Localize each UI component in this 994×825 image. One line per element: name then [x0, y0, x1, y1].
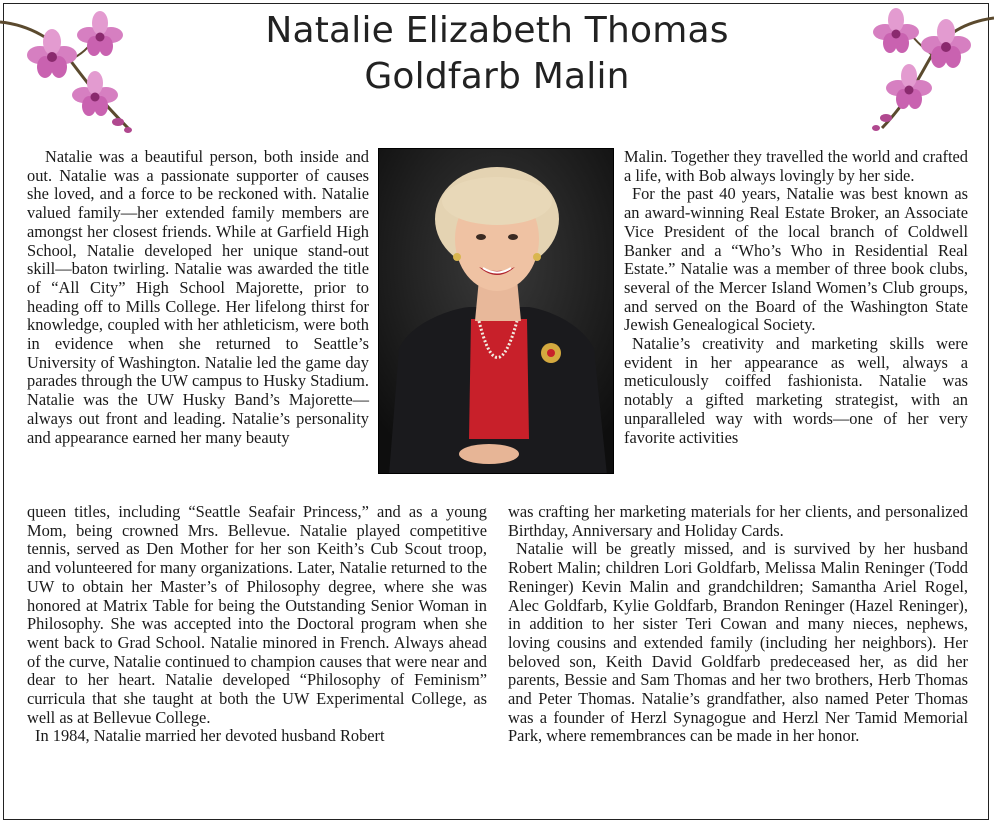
title-line-2: Goldfarb Malin — [364, 56, 630, 97]
paragraph: Natalie was a beautiful person, both inside and out. Natalie was a passionate supporter of causes she loved, and a force to be reckoned with. Natalie valued family—her extended family members are amongst her closest friends. While at Garfield High School, Natalie developed her unique stand-out skill—baton twirling. Natalie was awarded the title of “All City” High School Majorette, prior to heading off to Mills College. Her lifelong thirst for knowledge, coupled with her athleticism, were both in evidence when she returned to Seattle’s University of Washington. Natalie led the game day parades through the UW campus to Husky Stadium. Natalie was the UW Husky Band’s Majorette—always out front and leading. Natalie’s personality and appearance earned her many beauty — [27, 147, 369, 447]
paragraph: For the past 40 years, Natalie was best known as an award-winning Real Estate Broker, an Associate Vice President of the local branch of Coldwell Banker and a “Who’s Who in Residential Real Estate.” Natalie was a member of three book clubs, several of the Mercer Island Women’s Club groups, and served on the Board of the Washington State Jewish Genealogical Society. — [624, 184, 968, 335]
paragraph: Natalie’s creativity and marketing skills were evident in her appearance as well, always a meticulously coiffed fashionista. Natalie was notably a gifted marketing strategist, with an unparalleled way with words—one of her very favorite activities — [624, 334, 968, 447]
text-column-left-top — [27, 148, 369, 447]
paragraph: Malin. Together they travelled the world and crafted a life, with Bob always lovingly by her side. — [624, 147, 968, 185]
paragraph: Natalie will be greatly missed, and is survived by her husband Robert Malin; children Lori Goldfarb, Melissa Malin Reninger (Todd Reninger) Kevin Malin and grandchildren; Samantha Ariel Rogel, Alec Goldfarb, Kylie Goldfarb, Brandon Reninger (Hazel Reninger), in addition to her sister Teri Cowan and many nieces, nephews, loving cousins and extended family (including her neighbors). Her beloved son, Keith David Goldfarb predeceased her, as did her parents, Bessie and Sam Thomas and her two brothers, Herb Thomas and Peter Thomas. Natalie’s grandfather, also named Peter Thomas was a founder of Herzl Synagogue and Herzl Ner Tamid Memorial Park, where remembrances can be made in her honor. — [508, 539, 968, 746]
portrait-illustration — [379, 149, 614, 474]
text-column-right-top — [624, 148, 968, 447]
paragraph: queen titles, including “Seattle Seafair Princess,” and as a young Mom, being crowned Mrs. Bellevue. Natalie played competitive tennis, served as Den Mother for her son Keith’s Cub Scout troop, and volunteered for many organizations. Later, Natalie returned to the UW to obtain her Master’s of Philosophy degree, where she was honored at Matrix Table for being the Outstanding Senior Woman in Philosophy. She was accepted into the Doctoral program when she went back to Grad School. Natalie minored in French. Always ahead of the curve, Natalie continued to champion causes that were near and dear to her heart. Natalie developed “Philosophy of Feminism” curricula that she taught at both the UW Experimental College, as well as at Bellevue College. — [27, 502, 487, 727]
obituary-title — [0, 8, 994, 100]
paragraph: was crafting her marketing materials for her clients, and personalized Birthday, Anniversary and Holiday Cards. — [508, 502, 968, 540]
paragraph: In 1984, Natalie married her devoted husband Robert — [35, 726, 385, 746]
portrait-photo — [378, 148, 614, 474]
text-column-left-bottom — [27, 503, 487, 746]
title-line-1: Natalie Elizabeth Thomas — [265, 10, 729, 51]
text-column-right-bottom — [508, 503, 968, 746]
